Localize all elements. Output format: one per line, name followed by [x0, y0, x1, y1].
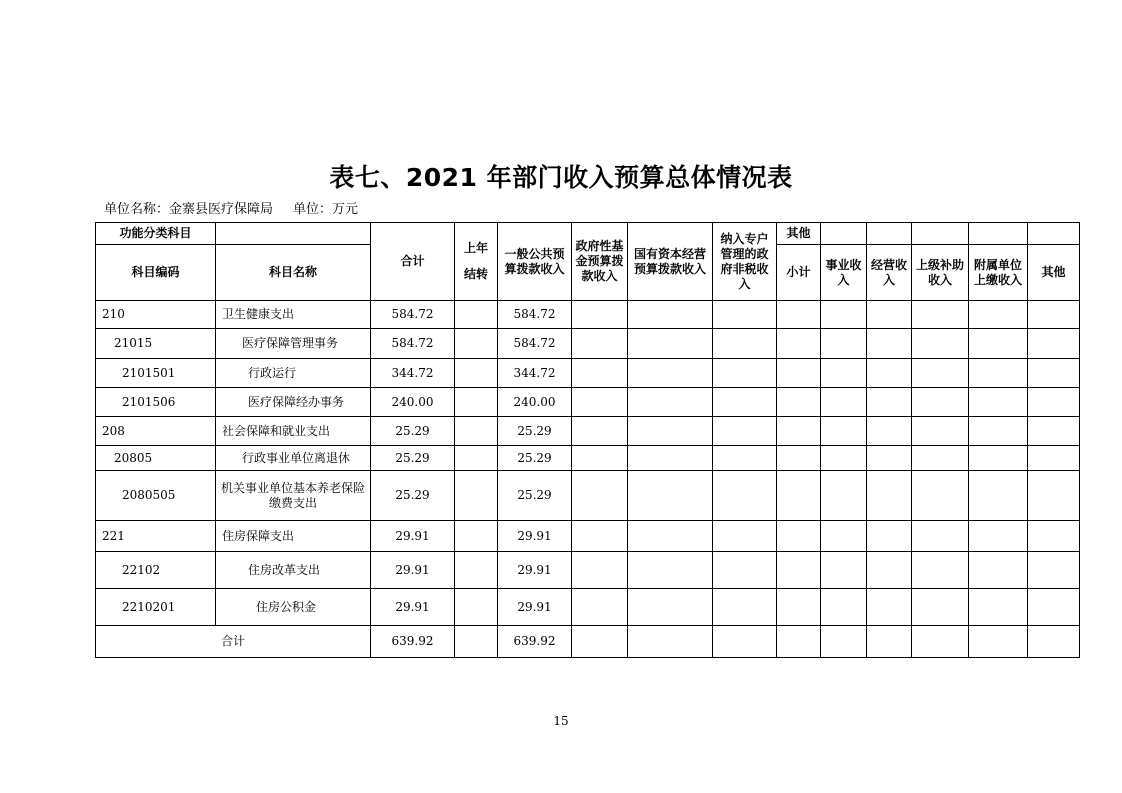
table-row: [96, 329, 1080, 359]
subject-name: 医疗保障经办事务: [216, 388, 371, 417]
general-budget-value: 240.00: [498, 388, 572, 417]
total-value: 584.72: [371, 329, 455, 359]
header-blank: [821, 223, 867, 245]
subject-code: 21015: [96, 329, 216, 359]
subject-code: 20805: [96, 446, 216, 471]
table-row: [96, 446, 1080, 471]
subject-code: 210: [96, 301, 216, 329]
subject-code: 2101506: [96, 388, 216, 417]
header-function-class: 功能分类科目: [96, 223, 216, 245]
subject-name: 住房公积金: [216, 589, 371, 626]
general-budget-value: 29.91: [498, 521, 572, 552]
header-superior-subsidy: 上级补助收入: [912, 245, 969, 301]
table-row: [96, 301, 1080, 329]
general-budget-value: 29.91: [498, 552, 572, 589]
header-carryover: 上年 结转: [455, 223, 498, 301]
header-special-fiscal: 纳入专户管理的政府非税收入: [713, 223, 777, 301]
subject-code: 2101501: [96, 359, 216, 388]
total-value: 29.91: [371, 521, 455, 552]
table-row: [96, 589, 1080, 626]
total-row-label: 合计: [96, 626, 371, 658]
table-row: [96, 417, 1080, 446]
subject-name: 行政事业单位离退休: [216, 446, 371, 471]
total-row-general: 639.92: [498, 626, 572, 658]
header-operating-income: 经营收入: [867, 245, 912, 301]
table-row: [96, 359, 1080, 388]
subject-name: 住房改革支出: [216, 552, 371, 589]
total-row: [96, 626, 1080, 658]
subject-name: 机关事业单位基本养老保险缴费支出: [216, 471, 371, 521]
subject-name: 住房保障支出: [216, 521, 371, 552]
general-budget-value: 584.72: [498, 301, 572, 329]
subject-code: 221: [96, 521, 216, 552]
header-blank: [912, 223, 969, 245]
table-row: [96, 521, 1080, 552]
header-gov-fund: 政府性基金预算拨款收入: [572, 223, 628, 301]
subject-code: 2080505: [96, 471, 216, 521]
page-number: 15: [553, 714, 569, 728]
unit-org-name: 单位名称：金寨县医疗保障局: [104, 202, 274, 217]
table-row: [96, 552, 1080, 589]
general-budget-value: 25.29: [498, 446, 572, 471]
total-value: 584.72: [371, 301, 455, 329]
page-title: 表七、2021 年部门收入预算总体情况表: [329, 163, 793, 192]
total-row-total: 639.92: [371, 626, 455, 658]
header-state-capital: 国有资本经营预算拨款收入: [628, 223, 713, 301]
unit-measure: 单位：万元: [293, 202, 359, 217]
table-row: [96, 471, 1080, 521]
general-budget-value: 344.72: [498, 359, 572, 388]
header-total: 合计: [371, 223, 455, 301]
header-blank: [969, 223, 1028, 245]
table-row: [96, 388, 1080, 417]
general-budget-value: 25.29: [498, 417, 572, 446]
header-blank: [1028, 223, 1080, 245]
header-other-income: 其他: [1028, 245, 1080, 301]
total-value: 29.91: [371, 589, 455, 626]
header-business-income: 事业收入: [821, 245, 867, 301]
subject-code: 2210201: [96, 589, 216, 626]
general-budget-value: 584.72: [498, 329, 572, 359]
general-budget-value: 29.91: [498, 589, 572, 626]
header-code: 科目编码: [96, 245, 216, 301]
subject-name: 行政运行: [216, 359, 371, 388]
header-affiliated-income: 附属单位上缴收入: [969, 245, 1028, 301]
subject-name: 社会保障和就业支出: [216, 417, 371, 446]
total-value: 25.29: [371, 471, 455, 521]
subject-name: 医疗保障管理事务: [216, 329, 371, 359]
total-value: 344.72: [371, 359, 455, 388]
unit-info: [104, 198, 358, 217]
total-value: 240.00: [371, 388, 455, 417]
subject-code: 208: [96, 417, 216, 446]
header-name: 科目名称: [216, 245, 371, 301]
general-budget-value: 25.29: [498, 471, 572, 521]
header-subtotal: 小计: [777, 245, 821, 301]
header-blank: [216, 223, 371, 245]
total-value: 25.29: [371, 417, 455, 446]
subject-code: 22102: [96, 552, 216, 589]
header-general-public: 一般公共预算拨款收入: [498, 223, 572, 301]
total-value: 25.29: [371, 446, 455, 471]
header-other-group: 其他: [777, 223, 821, 245]
subject-name: 卫生健康支出: [216, 301, 371, 329]
budget-table: [95, 222, 1080, 658]
total-value: 29.91: [371, 552, 455, 589]
header-blank: [867, 223, 912, 245]
